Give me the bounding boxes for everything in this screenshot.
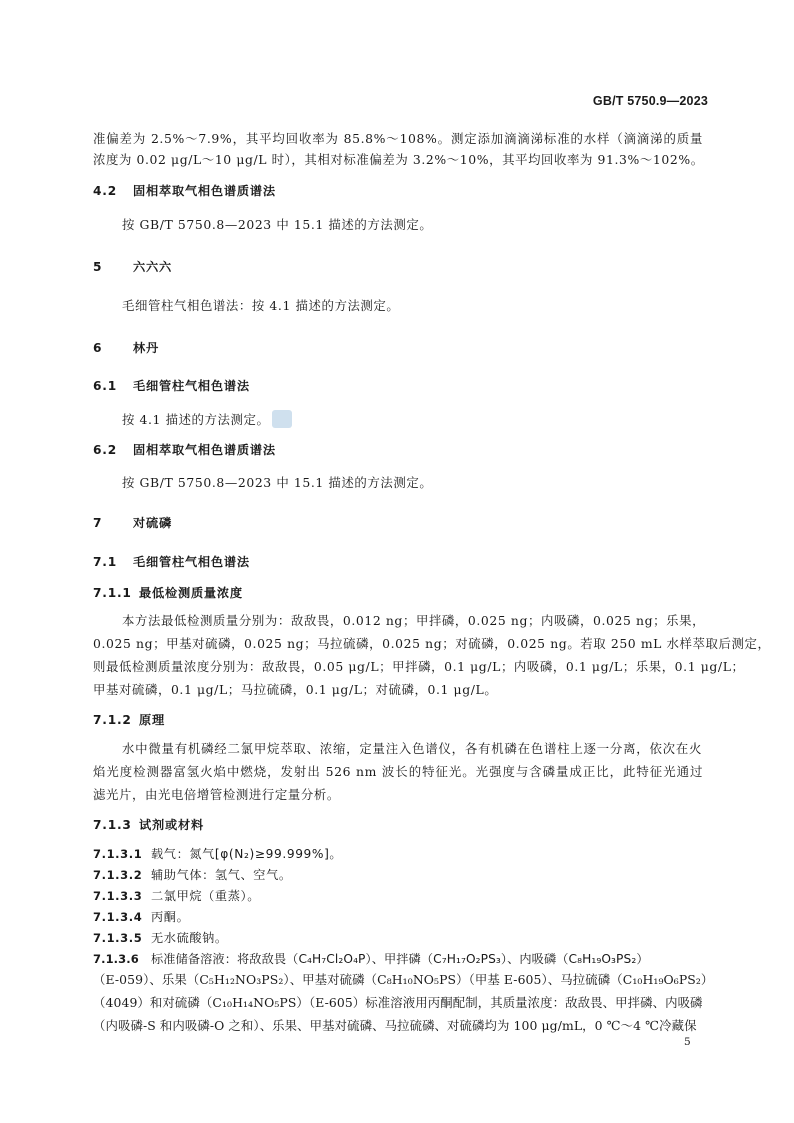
standard-code-header: GB/T 5750.9—2023 (592, 94, 708, 108)
section-title: 原理 (139, 713, 165, 727)
section-number: 6 (93, 341, 103, 355)
item-text: 载气：氮气[φ(N₂)≥99.999%]。 (151, 847, 343, 861)
paragraph-line: （4049）和对硫磷（C₁₀H₁₄NO₅PS）（E-605）标准溶液用丙酮配制，其质量浓度：敌敌畏、甲拌磷、内吸磷 (93, 995, 703, 1010)
section-title: 六六六 (133, 260, 172, 274)
item-number: 7.1.3.5 (93, 931, 143, 945)
section-number: 4.2 (93, 184, 117, 198)
section-number: 7.1.2 (93, 713, 132, 727)
section-number: 7.1 (93, 555, 117, 569)
section-title: 对硫磷 (133, 516, 172, 530)
section-number: 6.1 (93, 379, 117, 393)
section-title: 毛细管柱气相色谱法 (133, 379, 250, 393)
paragraph-line: 浓度为 0.02 μg/L～10 μg/L 时），其相对标准偏差为 3.2%～10%，其平均回收率为 91.3%～102%。 (93, 152, 704, 167)
section-heading-7-1 (93, 554, 703, 570)
item-text: 辅助气体：氢气、空气。 (151, 868, 292, 882)
section-number: 7 (93, 516, 103, 530)
item-number: 7.1.3.1 (93, 847, 143, 861)
section-heading-6 (93, 340, 703, 356)
paragraph-line: （内吸磷-S 和内吸磷-O 之和）、乐果、甲基对硫磷、马拉硫磷、对硫磷均为 100 μg/mL，0 ℃～4 ℃冷藏保 (93, 1018, 697, 1033)
section-heading-7 (93, 515, 703, 531)
paragraph-line (122, 410, 702, 428)
list-item (93, 867, 703, 883)
section-heading-7-1-1 (93, 585, 703, 601)
paragraph-line: 本方法最低检测质量分别为：敌敌畏，0.012 ng；甲拌磷，0.025 ng；内吸磷，0.025 ng；乐果， (122, 613, 706, 628)
item-text: 二氯甲烷（重蒸）。 (151, 889, 260, 903)
section-number: 7.1.3 (93, 818, 132, 832)
item-text: 丙酮。 (151, 910, 190, 924)
section-heading-4-2 (93, 183, 703, 199)
watermark-icon (272, 410, 292, 428)
list-item (93, 846, 703, 862)
section-title: 固相萃取气相色谱质谱法 (133, 443, 276, 457)
list-item (93, 951, 703, 967)
paragraph-line: 准偏差为 2.5%～7.9%，其平均回收率为 85.8%～108%。测定添加滴滴涕标准的水样（滴滴涕的质量 (93, 131, 703, 146)
paragraph-line: 按 GB/T 5750.8—2023 中 15.1 描述的方法测定。 (122, 217, 433, 232)
section-heading-7-1-3 (93, 817, 703, 833)
section-title: 固相萃取气相色谱质谱法 (133, 184, 276, 198)
paragraph-line: 按 GB/T 5750.8—2023 中 15.1 描述的方法测定。 (122, 475, 433, 490)
item-text: 标准储备溶液：将敌敌畏（C₄H₇Cl₂O₄P）、甲拌磷（C₇H₁₇O₂PS₃）、内吸磷（C₈H₁₉O₃PS₂） (151, 952, 649, 966)
section-heading-7-1-2 (93, 712, 703, 728)
item-number: 7.1.3.2 (93, 868, 143, 882)
paragraph-line: 滤光片，由光电倍增管检测进行定量分析。 (93, 787, 340, 802)
item-text: 无水硫酸钠。 (151, 931, 228, 945)
paragraph-line: 则最低检测质量浓度分别为：敌敌畏，0.05 μg/L；甲拌磷，0.1 μg/L；内吸磷，0.1 μg/L；乐果，0.1 μg/L； (93, 659, 745, 674)
paragraph-line: （E-059）、乐果（C₅H₁₂NO₃PS₂）、甲基对硫磷（C₈H₁₀NO₅PS）（甲基 E-605）、马拉硫磷（C₁₀H₁₉O₆PS₂） (93, 972, 714, 987)
item-number: 7.1.3.4 (93, 910, 143, 924)
section-title: 试剂或材料 (139, 818, 204, 832)
paragraph-line: 甲基对硫磷，0.1 μg/L；马拉硫磷，0.1 μg/L；对硫磷，0.1 μg/L。 (93, 682, 498, 697)
section-heading-6-2 (93, 442, 703, 458)
paragraph-line: 毛细管柱气相色谱法：按 4.1 描述的方法测定。 (122, 298, 400, 313)
section-heading-6-1 (93, 378, 703, 394)
section-heading-5 (93, 259, 703, 275)
item-number: 7.1.3.3 (93, 889, 143, 903)
section-number: 7.1.1 (93, 586, 132, 600)
section-title: 最低检测质量浓度 (139, 586, 243, 600)
paragraph-text: 按 4.1 描述的方法测定。 (122, 412, 270, 427)
list-item (93, 909, 703, 925)
section-number: 6.2 (93, 443, 117, 457)
section-number: 5 (93, 260, 103, 274)
paragraph-line: 焰光度检测器富氢火焰中燃烧，发射出 526 nm 波长的特征光。光强度与含磷量成正比，此特征光通过 (93, 764, 703, 779)
paragraph-line: 0.025 ng；甲基对硫磷，0.025 ng；马拉硫磷，0.025 ng；对硫磷，0.025 ng。若取 250 mL 水样萃取后测定， (93, 636, 771, 651)
section-title: 毛细管柱气相色谱法 (133, 555, 250, 569)
list-item (93, 888, 703, 904)
item-number: 7.1.3.6 (93, 952, 139, 966)
list-item (93, 930, 703, 946)
section-title: 林丹 (133, 341, 159, 355)
page-number: 5 (684, 1036, 691, 1048)
paragraph-line: 水中微量有机磷经二氯甲烷萃取、浓缩，定量注入色谱仪，各有机磷在色谱柱上逐一分离，依次在火 (122, 741, 702, 756)
